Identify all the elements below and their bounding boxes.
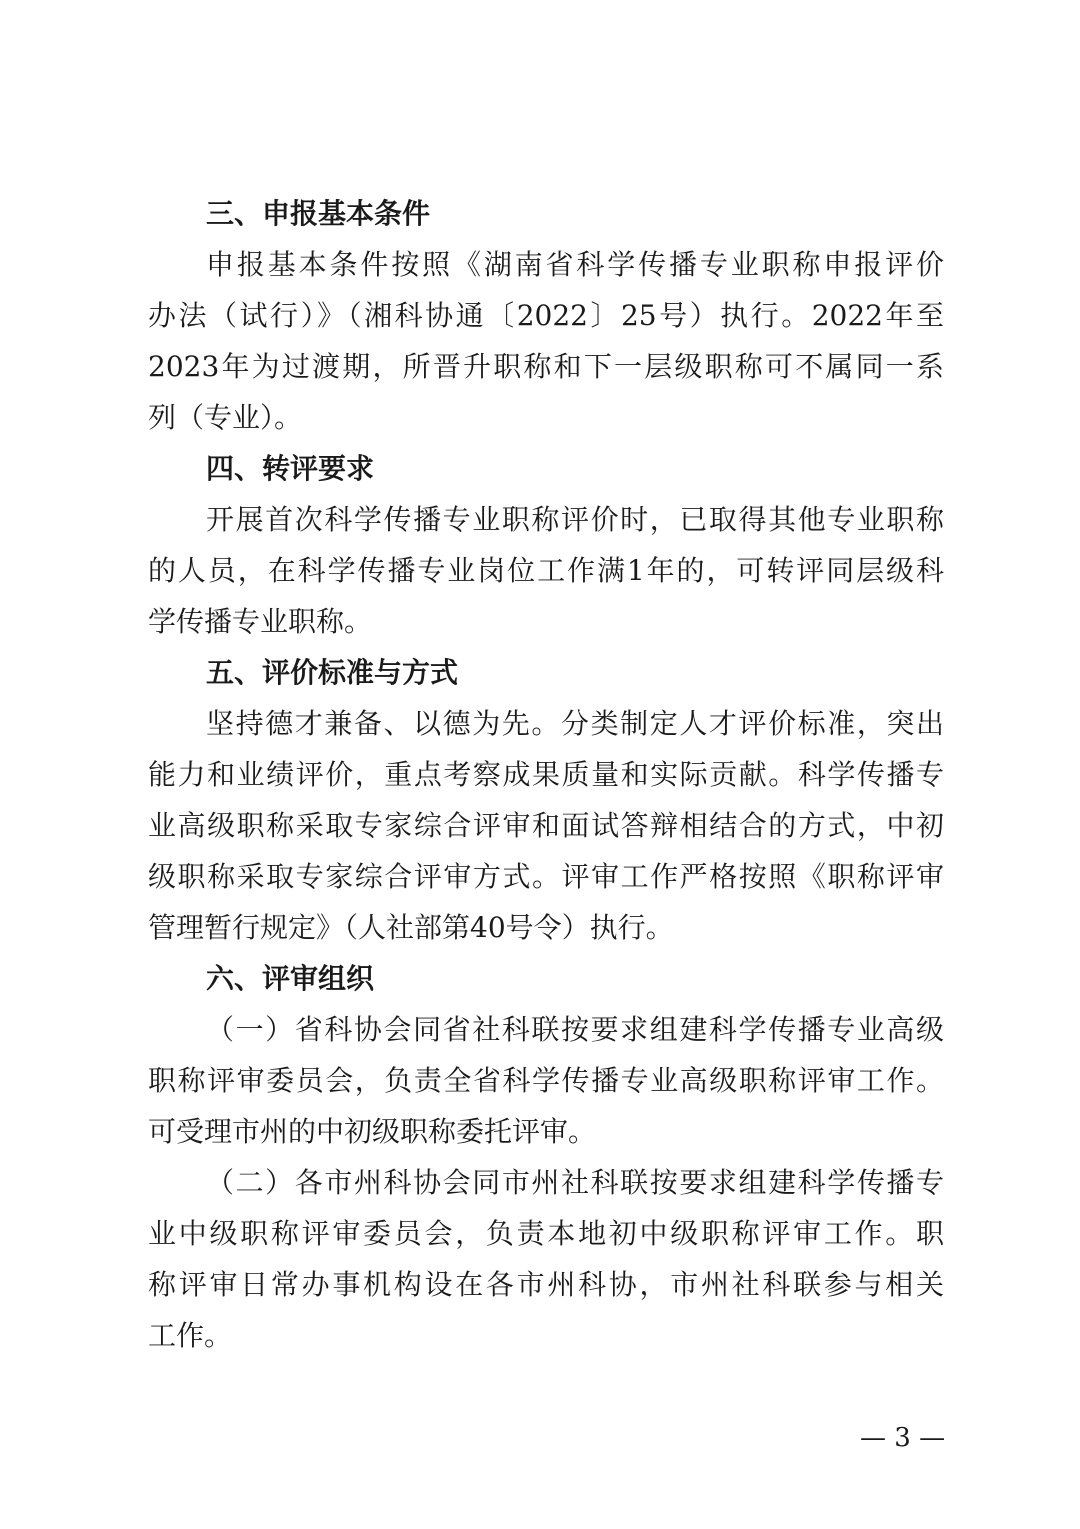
paragraph-line: 的人员，在科学传播专业岗位工作满1年的，可转评同层级科 [148, 554, 944, 587]
paragraph-line: 工作。 [148, 1319, 233, 1352]
paragraph-line: 管理暂行规定》（人社部第40号令）执行。 [148, 911, 674, 944]
paragraph-line: 坚持德才兼备、以德为先。分类制定人才评价标准，突出 [206, 707, 944, 740]
paragraph-line: 业中级职称评审委员会，负责本地初中级职称评审工作。职 [148, 1217, 944, 1250]
paragraph-line: 列（专业）。 [148, 401, 303, 434]
paragraph-line: 申报基本条件按照《湖南省科学传播专业职称申报评价 [206, 248, 944, 281]
paragraph-line: 可受理市州的中初级职称委托评审。 [148, 1115, 597, 1148]
paragraph-line: （一）省科协会同省社科联按要求组建科学传播专业高级 [206, 1013, 944, 1046]
section-heading-6: 六、评审组织 [206, 962, 375, 995]
document-body [148, 188, 944, 1361]
paragraph-line: 开展首次科学传播专业职称评价时，已取得其他专业职称 [206, 503, 944, 536]
paragraph-line: （二）各市州科协会同市州社科联按要求组建科学传播专 [206, 1166, 944, 1199]
section-heading-5: 五、评价标准与方式 [206, 656, 459, 689]
paragraph-line: 2023年为过渡期，所晋升职称和下一层级职称可不属同一系 [148, 350, 944, 383]
section-heading-4: 四、转评要求 [206, 452, 375, 485]
paragraph-line: 办法（试行）》（湘科协通〔2022〕25号）执行。2022年至 [148, 299, 944, 332]
paragraph-line: 级职称采取专家综合评审方式。评审工作严格按照《职称评审 [148, 860, 944, 893]
section-heading-3: 三、申报基本条件 [206, 197, 431, 230]
paragraph-line: 业高级职称采取专家综合评审和面试答辩相结合的方式，中初 [148, 809, 944, 842]
paragraph-line: 职称评审委员会，负责全省科学传播专业高级职称评审工作。 [148, 1064, 944, 1097]
paragraph-line: 能力和业绩评价，重点考察成果质量和实际贡献。科学传播专 [148, 758, 944, 791]
page-number: — 3 — [860, 1423, 946, 1453]
paragraph-line: 学传播专业职称。 [148, 605, 373, 638]
paragraph-line: 称评审日常办事机构设在各市州科协，市州社科联参与相关 [148, 1268, 944, 1301]
